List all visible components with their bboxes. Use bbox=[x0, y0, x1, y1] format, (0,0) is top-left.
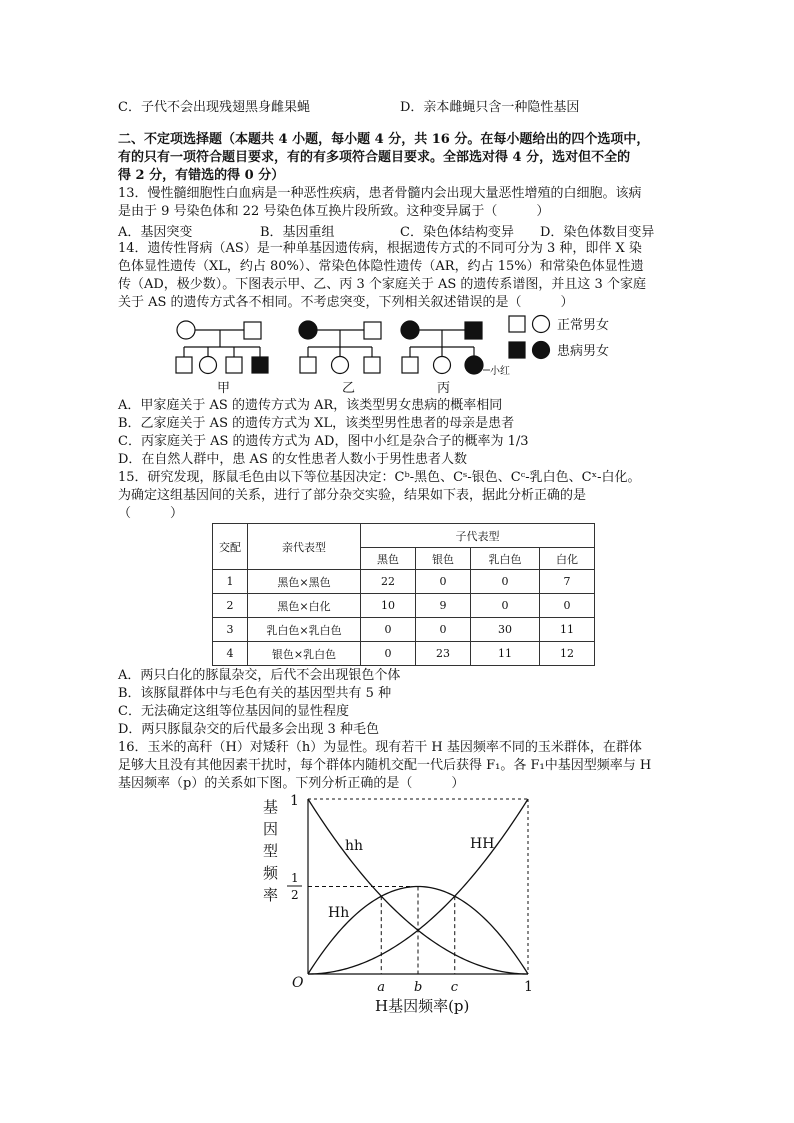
row-no: 1 bbox=[213, 570, 248, 594]
q15-stem-line3: （ ） bbox=[118, 506, 184, 521]
q15-option-a: A．两只白化的豚鼠杂交，后代不会出现银色个体 bbox=[118, 668, 401, 683]
q15-table bbox=[212, 523, 595, 666]
q14-stem-line2: 色体显性遗传（XL，约占 80%）、常染色体隐性遗传（AR，约占 15%）和常染色体显性遗 bbox=[118, 259, 644, 274]
cell-silver: 0 bbox=[416, 618, 471, 642]
q16-stem-line1: 16．玉米的高秆（H）对矮秆（h）为显性。现有若干 H 基因频率不同的玉米群体，在群体 bbox=[118, 740, 642, 755]
cell-cream: 0 bbox=[471, 570, 540, 594]
cell-cream: 30 bbox=[471, 618, 540, 642]
col-offspring-header: 子代表型 bbox=[361, 524, 595, 548]
q14-option-c: C．丙家庭关于 AS 的遗传方式为 AD，图中小红是杂合子的概率为 1/3 bbox=[118, 434, 529, 449]
q14-stem-line3: 传（AD，极少数）。下图表示甲、乙、丙 3 个家庭关于 AS 的遗传系谱图，并且这 3 个家庭 bbox=[118, 277, 646, 292]
y-tick-half-num: 1 bbox=[291, 871, 299, 885]
q15-stem-line2: 为确定这组基因间的关系，进行了部分杂交实验，结果如下表，据此分析正确的是 bbox=[118, 488, 587, 503]
cell-albino: 11 bbox=[540, 618, 595, 642]
cell-silver: 0 bbox=[416, 570, 471, 594]
q14-option-d: D．在自然人群中，患 AS 的女性患者人数小于男性患者人数 bbox=[118, 452, 467, 467]
y-axis-title-char4: 频 bbox=[263, 864, 279, 882]
cell-black: 22 bbox=[361, 570, 416, 594]
table-row bbox=[213, 570, 595, 594]
y-tick-1: 1 bbox=[290, 793, 299, 809]
q15-stem-line1: 15．研究发现，豚鼠毛色由以下等位基因决定：Cᵇ-黑色、Cˢ-银色、Cᶜ-乳白色、Cˣ-白化。 bbox=[118, 470, 641, 485]
q12-option-c: C．子代不会出现残翅黑身雌果蝇 bbox=[118, 100, 310, 115]
series-hh-label: hh bbox=[345, 838, 364, 854]
cell-albino: 7 bbox=[540, 570, 595, 594]
table-row bbox=[213, 618, 595, 642]
row-parents: 黑色×黑色 bbox=[248, 570, 361, 594]
cell-albino: 12 bbox=[540, 642, 595, 666]
q13-option-d: D．染色体数目变异 bbox=[540, 225, 655, 240]
q15-option-b: B．该豚鼠群体中与毛色有关的基因型共有 5 种 bbox=[118, 686, 392, 701]
y-axis-title-char5: 率 bbox=[263, 886, 279, 904]
cell-black: 0 bbox=[361, 618, 416, 642]
q14-stem-line1: 14．遗传性肾病（AS）是一种单基因遗传病，根据遗传方式的不同可分为 3 种，即伴 X 染 bbox=[118, 241, 642, 256]
pedigree-bing bbox=[401, 321, 483, 374]
x-axis-title: H基因频率(p) bbox=[375, 997, 470, 1015]
row-parents: 黑色×白化 bbox=[248, 594, 361, 618]
q15-option-d: D．两只豚鼠杂交的后代最多会出现 3 种毛色 bbox=[118, 722, 379, 737]
legend-affected-label: 患病男女 bbox=[557, 344, 610, 359]
pedigree-label-jia: 甲 bbox=[217, 381, 231, 396]
table-row bbox=[213, 642, 595, 666]
cell-cream: 0 bbox=[471, 594, 540, 618]
pedigree-jia bbox=[176, 321, 268, 374]
xiaohong-label: 小红 bbox=[490, 366, 510, 377]
col-parent-header: 亲代表型 bbox=[248, 524, 361, 570]
pedigree-label-bing: 丙 bbox=[437, 381, 451, 396]
y-axis-title-char2: 因 bbox=[263, 820, 279, 838]
origin-label: O bbox=[292, 975, 304, 991]
q14-stem-line4: 关于 AS 的遗传方式各不相同。不考虑突变，下列相关叙述错误的是（ ） bbox=[118, 295, 574, 310]
cell-black: 10 bbox=[361, 594, 416, 618]
pedigree-yi bbox=[299, 321, 381, 374]
y-tick-half-den: 2 bbox=[291, 888, 299, 902]
cell-black: 0 bbox=[361, 642, 416, 666]
pedigree-legend bbox=[509, 316, 550, 359]
series-HH-label: HH bbox=[470, 836, 495, 852]
cell-silver: 9 bbox=[416, 594, 471, 618]
series-Hh-label: Hh bbox=[328, 905, 350, 921]
q16-stem-line3: 基因频率（p）的关系如下图。下列分析正确的是（ ） bbox=[118, 776, 465, 791]
section2-header-line3: 得 2 分，有错选的得 0 分） bbox=[118, 168, 285, 183]
section2-header-line2: 有的只有一项符合题目要求，有的有多项符合题目要求。全部选对得 4 分，选对但不全的 bbox=[118, 150, 631, 165]
cell-albino: 0 bbox=[540, 594, 595, 618]
row-parents: 银色×乳白色 bbox=[248, 642, 361, 666]
x-tick-a: a bbox=[377, 980, 386, 995]
x-tick-1: 1 bbox=[524, 979, 533, 995]
cell-cream: 11 bbox=[471, 642, 540, 666]
cell-silver: 23 bbox=[416, 642, 471, 666]
pedigree-figure bbox=[170, 314, 640, 398]
q13-stem-line2: 是由于 9 号染色体和 22 号染色体互换片段所致。这种变异属于（ ） bbox=[118, 204, 550, 219]
q14-option-a: A．甲家庭关于 AS 的遗传方式为 AR，该类型男女患病的概率相同 bbox=[118, 398, 503, 413]
x-tick-b: b bbox=[414, 980, 423, 995]
y-axis-title-char1: 基 bbox=[263, 798, 279, 816]
pedigree-label-yi: 乙 bbox=[342, 381, 356, 396]
q13-stem-line1: 13．慢性髓细胞性白血病是一种恶性疾病，患者骨髓内会出现大量恶性增殖的白细胞。该病 bbox=[118, 186, 642, 201]
offspring-header-black: 黑色 bbox=[361, 548, 416, 570]
table-row bbox=[213, 594, 595, 618]
q13-option-b: B．基因重组 bbox=[260, 225, 335, 240]
row-no: 3 bbox=[213, 618, 248, 642]
row-parents: 乳白色×乳白色 bbox=[248, 618, 361, 642]
section2-header-line1: 二、不定项选择题（本题共 4 小题，每小题 4 分，共 16 分。在每小题给出的四个选项中， bbox=[118, 132, 650, 147]
row-no: 2 bbox=[213, 594, 248, 618]
q14-option-b: B．乙家庭关于 AS 的遗传方式为 XL，该类型男性患者的母亲是患者 bbox=[118, 416, 515, 431]
offspring-header-cream: 乳白色 bbox=[471, 548, 540, 570]
y-axis-title-char3: 型 bbox=[263, 842, 279, 860]
genotype-frequency-chart bbox=[250, 790, 550, 1020]
q16-stem-line2: 足够大且没有其他因素干扰时，每个群体内随机交配一代后获得 F₁。各 F₁中基因型频率与 H bbox=[118, 758, 652, 773]
q12-option-d: D．亲本雌蝇只含一种隐性基因 bbox=[400, 100, 580, 115]
legend-normal-label: 正常男女 bbox=[557, 318, 610, 333]
row-no: 4 bbox=[213, 642, 248, 666]
x-tick-c: c bbox=[450, 980, 459, 995]
col-cross-header: 交配 bbox=[213, 524, 248, 570]
offspring-header-albino: 白化 bbox=[540, 548, 595, 570]
q13-option-a: A．基因突变 bbox=[118, 225, 193, 240]
offspring-header-silver: 银色 bbox=[416, 548, 471, 570]
q13-option-c: C．染色体结构变异 bbox=[400, 225, 514, 240]
q15-option-c: C．无法确定这组等位基因间的显性程度 bbox=[118, 704, 349, 719]
